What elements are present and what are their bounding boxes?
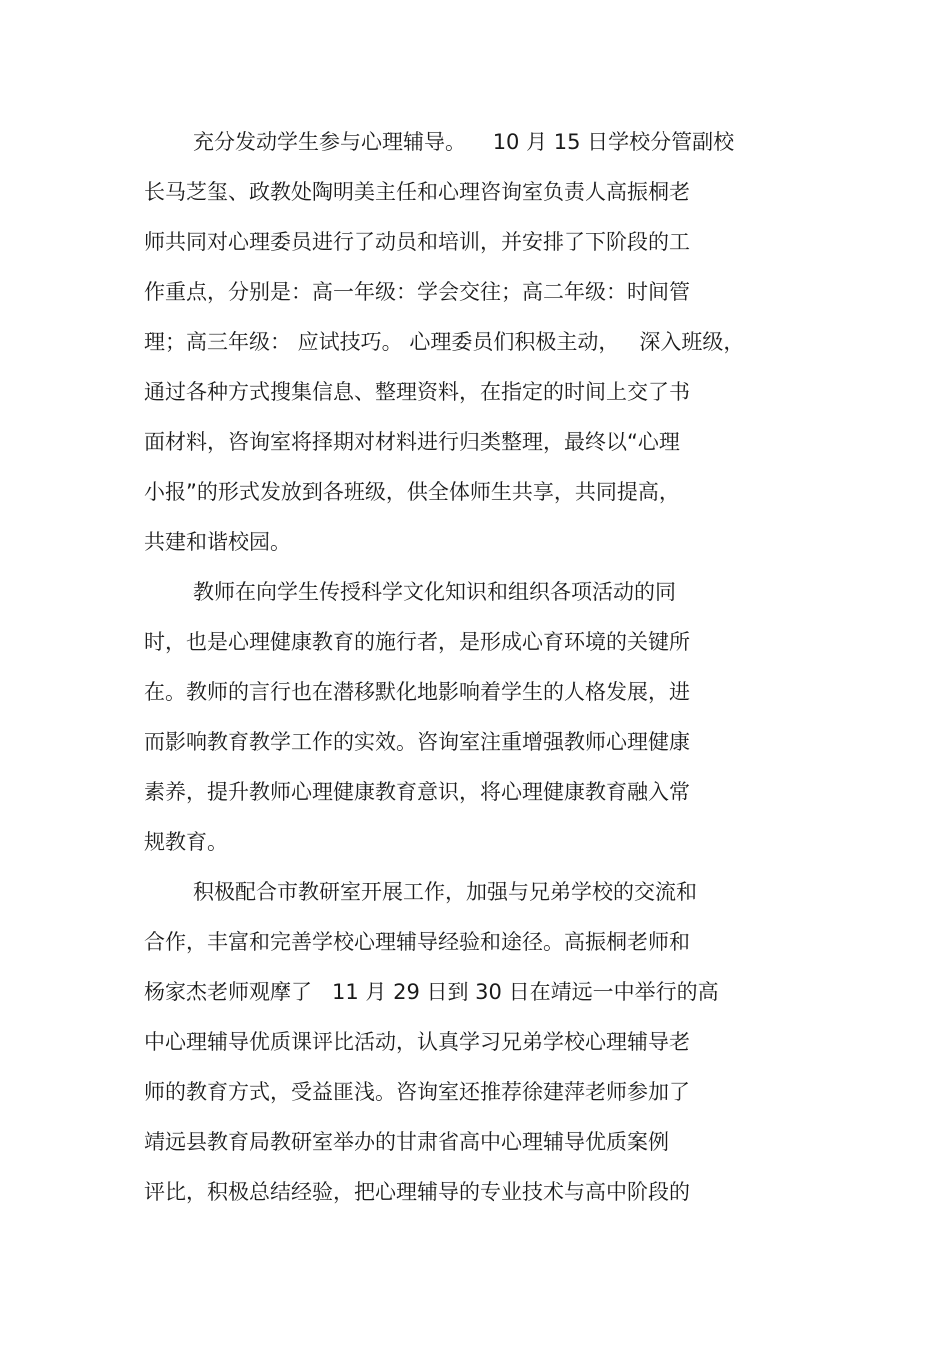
text-line: 中心理辅导优质课评比活动，认真学习兄弟学校心理辅导老 [144,1030,690,1054]
text-line: 理；高三年级： 应试技巧。 心理委员们积极主动， 深入班级， [144,330,745,354]
text-line: 而影响教育教学工作的实效。咨询室注重增强教师心理健康 [144,730,690,754]
text-line: 合作，丰富和完善学校心理辅导经验和途径。高振桐老师和 [144,930,690,954]
text-line: 面材料，咨询室将择期对材料进行归类整理，最终以“心理 [144,430,680,454]
text-line: 素养，提升教师心理健康教育意识，将心理健康教育融入常 [144,780,690,804]
text-line: 规教育。 [144,830,228,854]
text-line: 充分发动学生参与心理辅导。 10 月 15 日学校分管副校 [193,130,735,154]
text-line: 师共同对心理委员进行了动员和培训，并安排了下阶段的工 [144,230,690,254]
text-line: 在。教师的言行也在潜移默化地影响着学生的人格发展，进 [144,680,690,704]
text-line: 共建和谐校园。 [144,530,291,554]
text-line: 师的教育方式，受益匪浅。咨询室还推荐徐建萍老师参加了 [144,1080,690,1104]
text-line: 时，也是心理健康教育的施行者，是形成心育环境的关键所 [144,630,690,654]
text-line: 作重点，分别是：高一年级：学会交往；高二年级：时间管 [144,280,690,304]
text-line: 积极配合市教研室开展工作，加强与兄弟学校的交流和 [193,880,697,904]
text-line: 教师在向学生传授科学文化知识和组织各项活动的同 [193,580,676,604]
text-line: 靖远县教育局教研室举办的甘肃省高中心理辅导优质案例 [144,1130,669,1154]
text-line: 长马芝玺、政教处陶明美主任和心理咨询室负责人高振桐老 [144,180,690,204]
text-line: 小报”的形式发放到各班级，供全体师生共享，共同提高， [144,480,680,504]
text-line: 杨家杰老师观摩了 11 月 29 日到 30 日在靖远一中举行的高 [144,980,719,1004]
text-line: 通过各种方式搜集信息、整理资料，在指定的时间上交了书 [144,380,690,404]
text-line: 评比，积极总结经验，把心理辅导的专业技术与高中阶段的 [144,1180,690,1204]
